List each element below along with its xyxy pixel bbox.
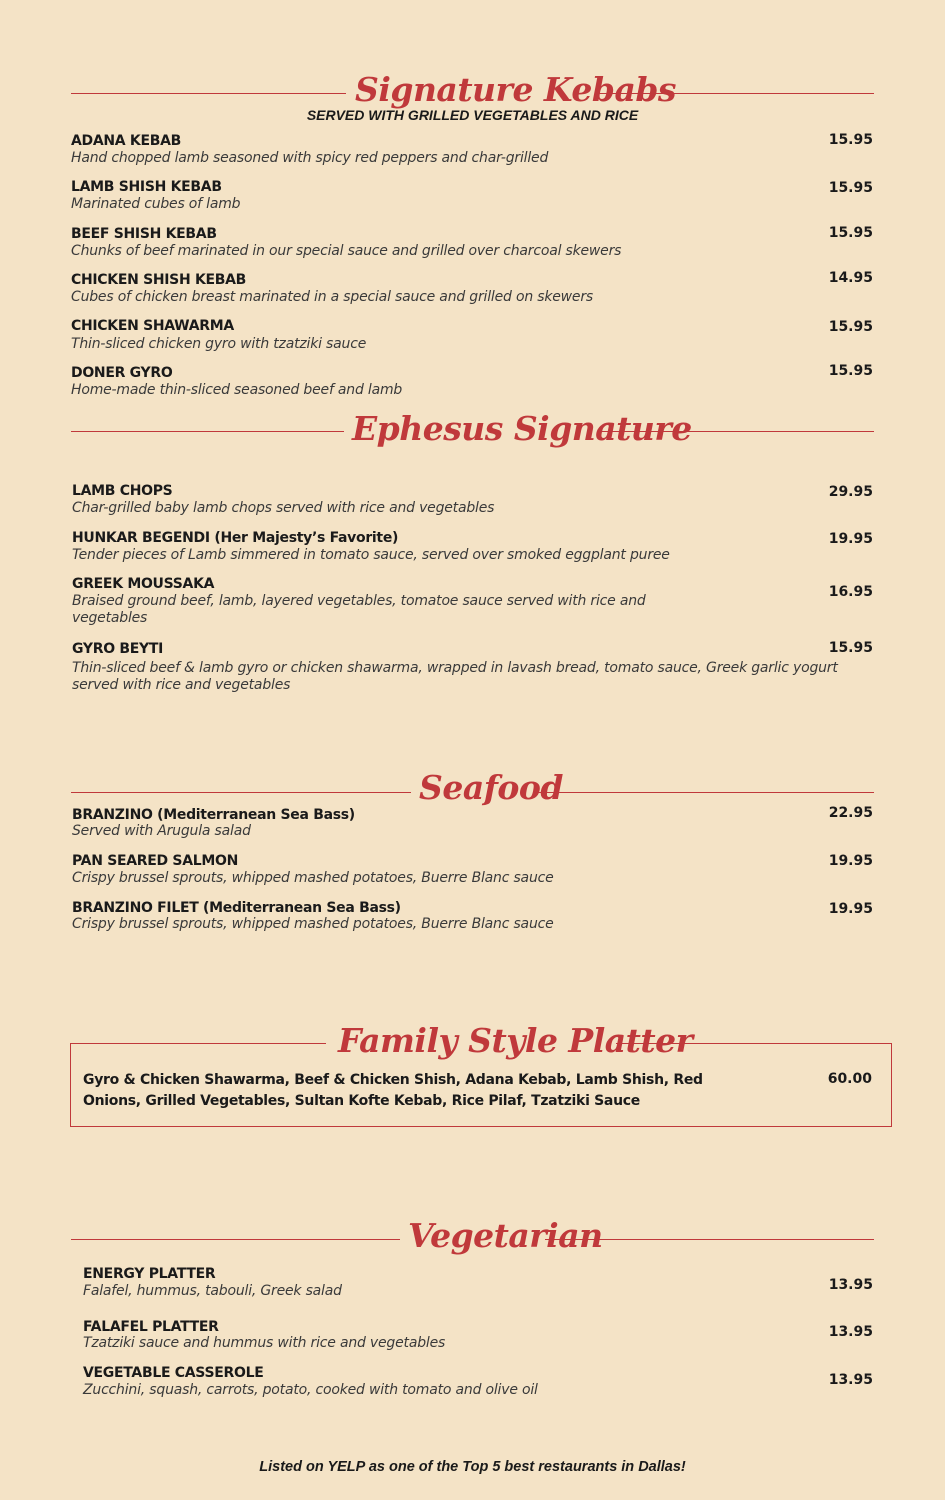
item-name: VEGETABLE CASSEROLE: [83, 1365, 264, 1381]
item-description: Served with Arugula salad: [72, 823, 251, 839]
platter-description: Gyro & Chicken Shawarma, Beef & Chicken Shish, Adana Kebab, Lamb Shish, Red Onions, Grilled Vegetables, Sultan Kofte Kebab, Rice Pilaf, Tzatziki Sauce: [83, 1072, 703, 1109]
kebabs-subtitle: SERVED WITH GRILLED VEGETABLES AND RICE: [306, 107, 639, 123]
item-description: Home-made thin-sliced seasoned beef and lamb: [71, 382, 403, 398]
item-price: 29.95: [828, 484, 873, 500]
item-price: 15.95: [828, 225, 873, 241]
vegetarian-rule-right: [545, 1239, 874, 1240]
item-price: 15.95: [828, 363, 873, 379]
item-name: BEEF SHISH KEBAB: [71, 226, 217, 242]
platter-heading: Family Style Platter: [338, 1021, 693, 1060]
ephesus-rule-right: [600, 431, 874, 432]
item-description: Crispy brussel sprouts, whipped mashed potatoes, Buerre Blanc sauce: [72, 870, 554, 886]
item-price: 16.95: [828, 584, 873, 600]
item-name: CHICKEN SHISH KEBAB: [71, 272, 247, 288]
item-name: BRANZINO (Mediterranean Sea Bass): [72, 807, 355, 823]
item-name: LAMB CHOPS: [72, 483, 173, 499]
ephesus-rule-left: [71, 431, 344, 432]
item-price: 15.95: [828, 640, 873, 656]
item-name: GREEK MOUSSAKA: [72, 576, 215, 592]
item-name: HUNKAR BEGENDI (Her Majesty’s Favorite): [72, 530, 399, 546]
item-name: GYRO BEYTI: [72, 641, 164, 657]
kebabs-rule-left: [71, 93, 346, 94]
seafood-rule-right: [534, 792, 874, 793]
item-price: 22.95: [828, 805, 873, 821]
item-price: 13.95: [828, 1277, 873, 1293]
seafood-heading: Seafood: [419, 768, 564, 807]
vegetarian-heading: Vegetarian: [408, 1216, 603, 1255]
footer-note: Listed on YELP as one of the Top 5 best restaurants in Dallas!: [259, 1459, 686, 1475]
item-name: ADANA KEBAB: [71, 133, 182, 149]
item-price: 15.95: [828, 132, 873, 148]
item-name: BRANZINO FILET (Mediterranean Sea Bass): [72, 900, 401, 916]
kebabs-rule-right: [596, 93, 874, 94]
item-description: Chunks of beef marinated in our special sauce and grilled over charcoal skewers: [71, 243, 622, 259]
item-description: Char-grilled baby lamb chops served with rice and vegetables: [72, 500, 495, 516]
item-description: Crispy brussel sprouts, whipped mashed potatoes, Buerre Blanc sauce: [72, 916, 554, 932]
item-description: Thin-sliced beef & lamb gyro or chicken shawarma, wrapped in lavash bread, tomato sauce, Greek garlic yogurt served with rice and vegetables: [72, 660, 838, 693]
vegetarian-rule-left: [71, 1239, 400, 1240]
item-name: LAMB SHISH KEBAB: [71, 179, 222, 195]
item-description: Zucchini, squash, carrots, potato, cooked with tomato and olive oil: [83, 1382, 538, 1398]
seafood-rule-left: [71, 792, 411, 793]
item-price: 14.95: [828, 270, 873, 286]
item-name: CHICKEN SHAWARMA: [71, 318, 234, 334]
item-description: Falafel, hummus, tabouli, Greek salad: [83, 1283, 342, 1299]
item-description: Cubes of chicken breast marinated in a special sauce and grilled on skewers: [71, 289, 593, 305]
item-name: DONER GYRO: [71, 365, 173, 381]
platter-price: 60.00: [827, 1071, 872, 1087]
item-name: ENERGY PLATTER: [83, 1266, 216, 1282]
item-price: 13.95: [828, 1324, 873, 1340]
item-description: Tender pieces of Lamb simmered in tomato sauce, served over smoked eggplant puree: [72, 547, 670, 563]
kebabs-heading: Signature Kebabs: [355, 70, 676, 109]
item-description: Thin-sliced chicken gyro with tzatziki sauce: [71, 336, 367, 352]
item-description: Braised ground beef, lamb, layered vegetables, tomatoe sauce served with rice and vegetables: [72, 593, 646, 626]
item-price: 13.95: [828, 1372, 873, 1388]
item-price: 15.95: [828, 319, 873, 335]
item-price: 19.95: [828, 531, 873, 547]
item-price: 15.95: [828, 180, 873, 196]
item-description: Hand chopped lamb seasoned with spicy red peppers and char-grilled: [71, 150, 549, 166]
ephesus-heading: Ephesus Signature: [352, 409, 692, 448]
item-price: 19.95: [828, 853, 873, 869]
item-description: Marinated cubes of lamb: [71, 196, 241, 212]
item-name: FALAFEL PLATTER: [83, 1319, 219, 1335]
item-price: 19.95: [828, 901, 873, 917]
item-name: PAN SEARED SALMON: [72, 853, 239, 869]
item-description: Tzatziki sauce and hummus with rice and vegetables: [83, 1335, 446, 1351]
